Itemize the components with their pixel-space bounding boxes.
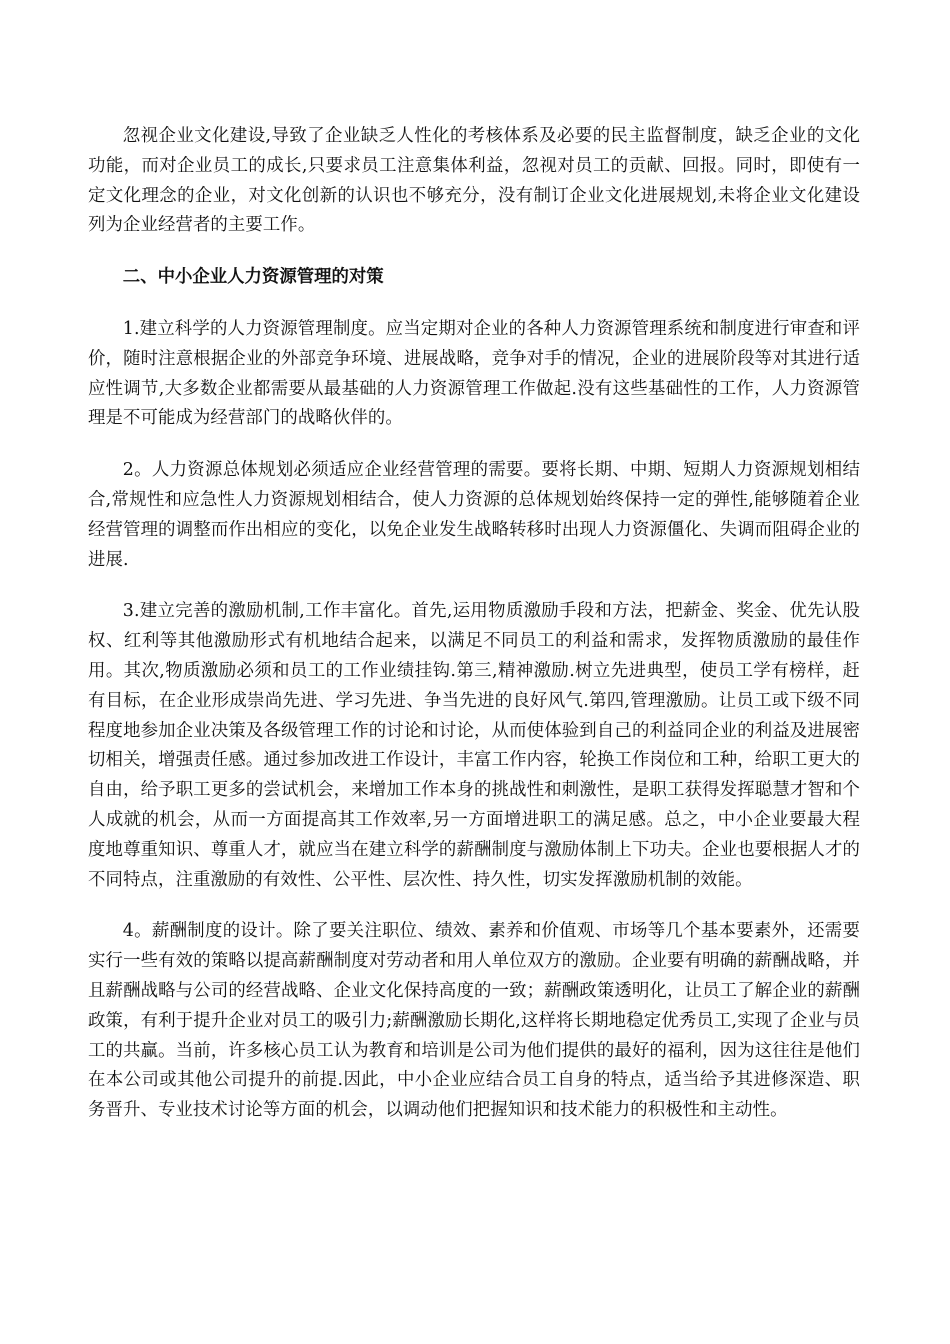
paragraph-item-2: 2。人力资源总体规划必须适应企业经营管理的需要。要将长期、中期、短期人力资源规划相结合,常规性和应急性人力资源规划相结合，使人力资源的总体规划始终保持一定的弹性,能够随着企业经营管理的调整而作出相应的变化，以免企业发生战略转移时出现人力资源僵化、失调而阻碍企业的进展. xyxy=(88,460,860,570)
paragraph-item-1: 1.建立科学的人力资源管理制度。应当定期对企业的各种人力资源管理系统和制度进行审查和评价，随时注意根据企业的外部竞争环境、进展战略，竞争对手的情况，企业的进展阶段等对其进行适应性调节,大多数企业都需要从最基础的人力资源管理工作做起.没有这些基础性的工作，人力资源管理是不可能成为经营部门的战略伙伴的。 xyxy=(88,318,860,429)
section-heading: 二、中小企业人力资源管理的对策 xyxy=(122,267,384,288)
paragraph-intro: 忽视企业文化建设,导致了企业缺乏人性化的考核体系及必要的民主监督制度，缺乏企业的文化功能，而对企业员工的成长,只要求员工注意集体利益，忽视对员工的贡献、回报。同时，即使有一定文化理念的企业，对文化创新的认识也不够充分，没有制订企业文化进展规划,未将企业文化建设列为企业经营者的主要工作。 xyxy=(88,126,860,236)
paragraph-item-4: 4。薪酬制度的设计。除了要关注职位、绩效、素养和价值观、市场等几个基本要素外，还需要实行一些有效的策略以提高薪酬制度对劳动者和用人单位双方的激励。企业要有明确的薪酬战略，并且薪酬战略与公司的经营战略、企业文化保持高度的一致；薪酬政策透明化，让员工了解企业的薪酬政策，有利于提升企业对员工的吸引力;薪酬激励长期化,这样将长期地稳定优秀员工,实现了企业与员工的共赢。当前，许多核心员工认为教育和培训是公司为他们提供的最好的福利，因为这往往是他们在本公司或其他公司提升的前提.因此，中小企业应结合员工自身的特点，适当给予其进修深造、职务晋升、专业技术讨论等方面的机会，以调动他们把握知识和技术能力的积极性和主动性。 xyxy=(88,921,860,1121)
paragraph-item-3: 3.建立完善的激励机制,工作丰富化。首先,运用物质激励手段和方法，把薪金、奖金、优先认股权、红利等其他激励形式有机地结合起来，以满足不同员工的利益和需求，发挥物质激励的最佳作用。其次,物质激励必须和员工的工作业绩挂钩.第三,精神激励.树立先进典型，使员工学有榜样，赶有目标，在企业形成崇尚先进、学习先进、争当先进的良好风气.第四,管理激励。让员工或下级不同程度地参加企业决策及各级管理工作的讨论和讨论，从而使体验到自己的利益同企业的利益及进展密切相关，增强责任感。通过参加改进工作设计，丰富工作内容，轮换工作岗位和工种，给职工更大的自由，给予职工更多的尝试机会，来增加工作本身的挑战性和刺激性，是职工获得发挥聪慧才智和个人成就的机会，从而一方面提高其工作效率,另一方面增进职工的满足感。总之，中小企业要最大程度地尊重知识、尊重人才，就应当在建立科学的薪酬制度与激励体制上下功夫。企业也要根据人才的不同特点，注重激励的有效性、公平性、层次性、持久性，切实发挥激励机制的效能。 xyxy=(88,601,860,890)
document-body xyxy=(88,122,860,1148)
